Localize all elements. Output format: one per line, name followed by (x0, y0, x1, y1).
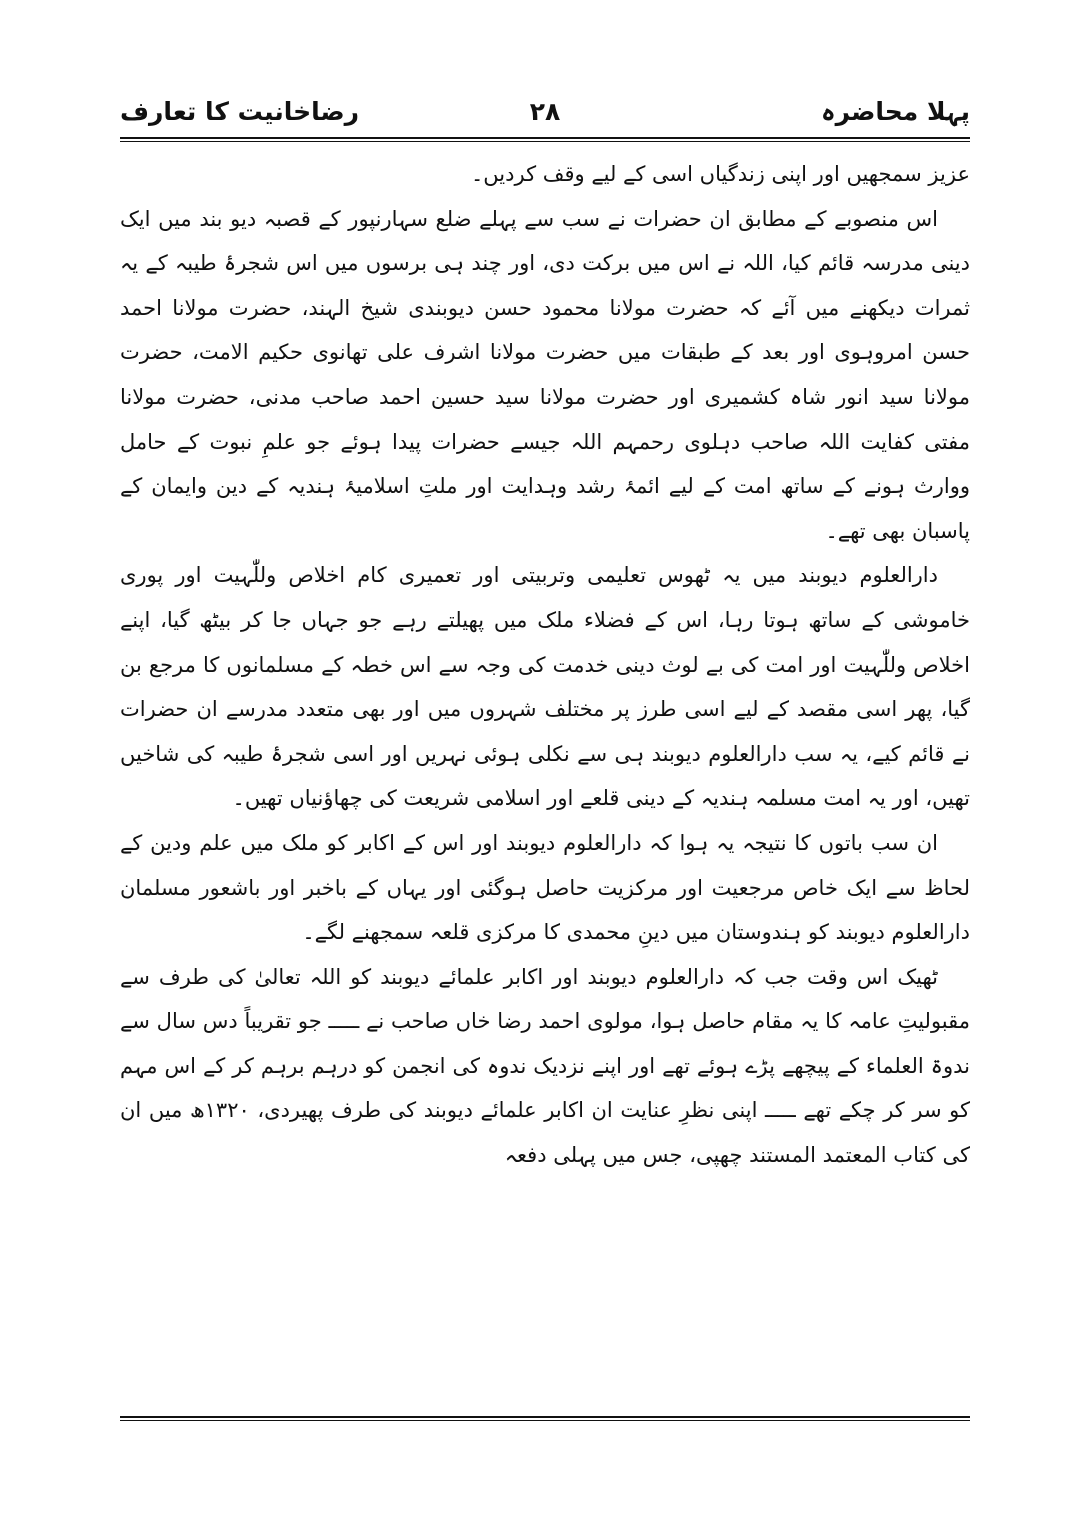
header-rule (120, 137, 970, 142)
book-title: رضاخانیت کا تعارف (120, 97, 360, 126)
paragraph: ٹھیک اس وقت جب کہ دارالعلوم دیوبند اور اکابر علمائے دیوبند کو اللہ تعالیٰ کی طرف سے مقبولیتِ عامہ کا یہ مقام حاصل ہوا، مولوی احمد رضا خاں صاحب نے ـــــ جو تقریباً دس سال سے ندوۃ العلماء کے پیچھے پڑے ہوئے تھے اور اپنے نزدیک ندوہ کی انجمن کو درہم برہم کر کے اس مہم کو سر کر چکے تھے ـــــ اپنی نظرِ عنایت ان اکابر علمائے دیوبند کی طرف پھیردی، ۱۳۲۰ھ میں ان کی کتاب المعتمد المستند چھپی، جس میں پہلی دفعہ (120, 964, 970, 1168)
paragraph: اس منصوبے کے مطابق ان حضرات نے سب سے پہلے ضلع سہارنپور کے قصبہ دیو بند میں ایک دینی مدرسہ قائم کیا، اللہ نے اس میں برکت دی، اور چند ہی برسوں میں اس شجرۂ طیبہ کے یہ ثمرات دیکھنے میں آئے کہ حضرت مولانا محمود حسن دیوبندی شیخ الہند، حضرت مولانا احمد حسن امروہوی اور بعد کے طبقات میں حضرت مولانا اشرف علی تھانوی حکیم الامت، حضرت مولانا سید انور شاہ کشمیری اور حضرت مولانا سید حسین احمد صاحب مدنی، حضرت مولانا مفتی کفایت اللہ صاحب دہلوی رحمہم اللہ جیسے حضرات پیدا ہوئے جو علمِ نبوت کے حامل ووارث ہونے کے ساتھ امت کے لیے ائمۂ رشد وہدایت اور ملتِ اسلامیۂ ہندیہ کے دین وایمان کے پاسبان بھی تھے۔ (120, 206, 970, 543)
running-head (120, 92, 970, 142)
paragraph: ان سب باتوں کا نتیجہ یہ ہوا کہ دارالعلوم دیوبند اور اس کے اکابر کو ملک میں علم ودین کے لحاظ سے ایک خاص مرجعیت اور مرکزیت حاصل ہوگئی اور یہاں کے باخبر اور باشعور مسلمان دارالعلوم دیوبند کو ہندوستان میں دینِ محمدی کا مرکزی قلعہ سمجھنے لگے۔ (120, 830, 970, 945)
book-page (120, 80, 970, 1480)
chapter-title: پہلا محاضرہ (821, 97, 970, 126)
footer-rule (120, 1416, 970, 1421)
page-number: ۲۸ (529, 97, 561, 126)
body-text (120, 152, 970, 1178)
paragraph: دارالعلوم دیوبند میں یہ ٹھوس تعلیمی وتربیتی اور تعمیری کام اخلاص وللّٰہیت اور پوری خاموشی کے ساتھ ہوتا رہا، اس کے فضلاء ملک میں پھیلتے رہے جو جہاں جا کر بیٹھ گیا، اپنے اخلاص وللّٰہیت اور امت کی بے لوث دینی خدمت کی وجہ سے اس خطہ کے مسلمانوں کا مرجع بن گیا، پھر اسی مقصد کے لیے اسی طرز پر مختلف شہروں میں اور بھی متعدد مدرسے ان حضرات نے قائم کیے، یہ سب دارالعلوم دیوبند ہی سے نکلی ہوئی نہریں اور اسی شجرۂ طیبہ کی شاخیں تھیں، اور یہ امت مسلمہ ہندیہ کے دینی قلعے اور اسلامی شریعت کی چھاؤنیاں تھیں۔ (120, 563, 970, 811)
paragraph: عزیز سمجھیں اور اپنی زندگیاں اسی کے لیے وقف کردیں۔ (471, 162, 970, 186)
